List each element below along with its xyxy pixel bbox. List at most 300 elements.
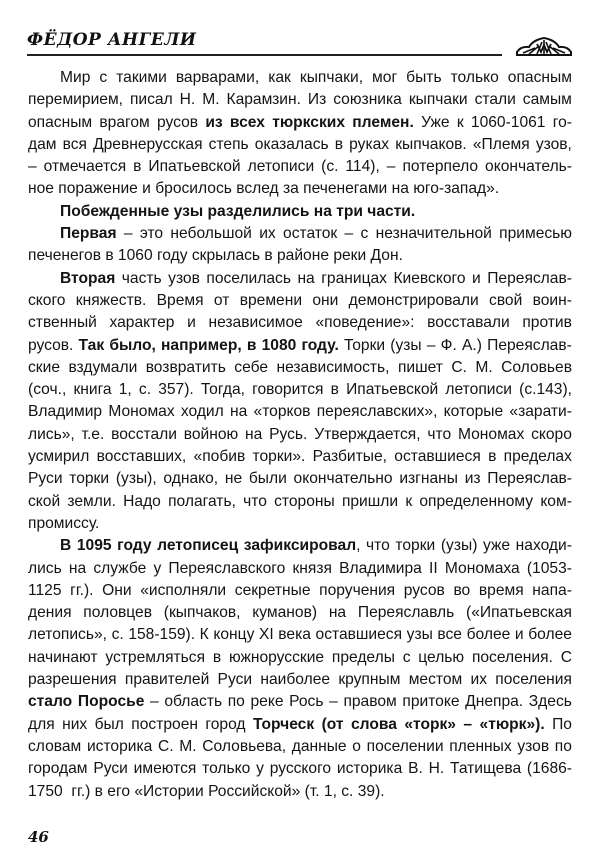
word: Руси [93,760,128,778]
word: крупным [338,671,401,689]
word: время [478,581,524,599]
word: Н. [428,760,445,778]
word: возвратить [145,358,226,376]
word: Мир [60,69,91,86]
bold-text: Побежденные узы разделились на три части. [60,202,416,220]
word: С. [158,737,174,755]
word: к [405,492,413,510]
word: с [360,225,369,243]
word: Утверждается, [314,425,421,443]
word: летописец [157,537,239,555]
word: Руси [28,470,63,488]
word: притоке [402,693,460,711]
word: пределах [503,448,572,466]
word: кыпчаков. [395,135,467,153]
word: с [402,648,411,666]
text-span: 1750 гг.) в его «Истории Российской» (т. 1, с. 39). [28,782,385,800]
word: у [256,760,264,778]
word: (от [321,715,344,733]
text-line [28,669,572,691]
word: Владимир [28,403,103,421]
word: «поведение»: [315,314,415,332]
word: их [259,225,276,243]
word: Карамзин. [226,91,301,109]
word: правом [343,693,397,711]
word: незначительной [375,225,492,243]
word: Переяславль [357,604,455,622]
word: князя [292,559,332,577]
word: из [205,113,223,131]
word: на [229,403,248,421]
decorative-fan-ornament-icon [515,36,573,56]
word: и [187,314,196,332]
text-line [28,357,572,379]
word: куманов) [252,604,318,622]
word: поселения. [471,648,553,666]
word: мог [372,69,398,86]
word: Н. [179,91,196,109]
word: начинают [28,648,98,666]
word: Они [102,581,132,599]
text-span: ное поражение и бросилось вслед за печенегами на юго-запад». [28,180,500,198]
text-line [28,647,572,669]
word: – [463,715,473,733]
word: (с. [321,158,339,176]
word: летописи [445,381,512,399]
word: руках [349,135,390,153]
word: зафиксировал, [243,537,361,555]
word: врагом [99,113,150,131]
word: них [62,715,88,733]
word: писал [129,91,173,109]
word: – [329,693,338,711]
word: определенному [419,492,534,510]
text-line [28,89,572,111]
word: только [450,69,499,86]
word: 158-159). [128,626,196,644]
word: оказалась [254,135,329,153]
text-line [28,335,572,357]
text-line [28,535,572,557]
word: Русь. [269,425,308,443]
text-line [28,580,572,602]
word: напа- [532,581,572,599]
word: (узы) [440,537,478,555]
word: Переяславского [168,559,286,577]
word: быть [406,69,442,86]
word: Руси [217,671,253,689]
text-line [28,758,572,780]
word: С [560,648,572,666]
word: как [268,69,291,86]
word: С. [451,358,467,376]
text-line [28,112,572,134]
word: Древнерусская [93,135,203,153]
word: что [243,492,267,510]
word: область [164,693,223,711]
word: тюркских [272,113,346,131]
text-line [28,424,572,446]
text-line [28,691,572,713]
word: из [464,470,481,488]
word: было, [109,336,156,354]
word: к [456,113,464,131]
word: с. [138,381,152,399]
word: Ф. [440,336,457,354]
word: свой [489,291,523,309]
word: В [60,537,72,555]
word: в [133,158,142,176]
word: «Племя [472,135,530,153]
text-line [28,223,572,245]
word: узов, [535,135,572,153]
paragraph [28,67,572,201]
word: узы [406,626,433,644]
word: усмирил [28,448,90,466]
word: в [334,135,344,153]
word: стороны [274,492,335,510]
word: Из [307,91,327,109]
page-header [27,30,573,60]
word: торки [69,470,110,488]
word: восставали [427,314,510,332]
word: войною [183,425,239,443]
text-line [28,201,572,223]
word: лись», [28,425,75,443]
text-line [28,379,572,401]
word: скоро [531,425,572,443]
word: племен. [352,113,414,131]
word: Торческ [252,715,315,733]
word: летописи [247,158,315,176]
word: По [552,715,572,733]
word: княжеств. [75,291,147,309]
word: земли. [67,492,116,510]
word: времени [239,291,303,309]
text-line [28,312,572,334]
word: устремляться [105,648,206,666]
word: на [68,559,87,577]
text-line [28,624,572,646]
word: Первая [60,225,117,243]
word: все [437,626,462,644]
word: ком- [540,492,572,510]
word: году [117,537,152,555]
word: русов [157,113,199,131]
word: пришли [341,492,399,510]
word: союзника [333,91,402,109]
word: более [466,626,511,644]
text-line [28,513,572,535]
word: Поросье [77,693,145,711]
word: 1125 [28,581,62,599]
word: Рось [289,693,324,711]
text-line [28,401,572,423]
word: был [94,715,124,733]
word: более [528,626,572,644]
word: 1060-1061 [470,113,546,131]
word: поручения [319,581,396,599]
word: восстали [111,425,177,443]
word: Время [156,291,204,309]
word: ской [28,492,61,510]
word: 114), [345,158,380,176]
word: они [312,291,339,309]
text-span: печенегов в 1060 году скрылась в районе реки Дон. [28,247,403,265]
word: Разбитые, [312,448,387,466]
word: Ипатьевской [148,158,241,176]
word: узов [168,269,200,287]
word: службе [93,559,147,577]
word: Вторая [60,269,116,287]
word: и [514,626,524,644]
word: правителей [124,671,210,689]
word: – [344,225,354,243]
word: против [522,314,572,332]
word: однако, [163,470,219,488]
word: построен [131,715,198,733]
word: Соловьева, [202,737,287,755]
word: с [99,69,108,86]
word: варварами, [175,69,260,86]
word: потерпело [402,158,479,176]
word: такими [116,69,167,86]
paragraph [28,268,572,536]
word: гг.). [70,581,94,599]
word: 1095 [76,537,112,555]
text-line [28,468,572,490]
word: изгнаны [399,470,458,488]
word: «зарати- [509,403,572,421]
word: Мономаха [444,559,520,577]
word: М. [202,91,220,109]
word: окончательно [293,470,393,488]
word: что [427,425,452,443]
text-line [28,268,572,290]
word: словам [28,737,82,755]
word: южнорусские [228,648,325,666]
word: на [245,425,263,443]
word: Владимира [339,559,422,577]
word: наиболее [260,671,331,689]
running-title: ФЁДОР АНГЕЛИ [27,30,197,50]
word: от [213,291,230,309]
word: о [352,737,361,755]
word: Переяслав- [487,470,572,488]
word: поселении [366,737,444,755]
word: данные [291,737,347,755]
word: русского [269,760,332,778]
word: Переяслав- [487,269,572,287]
word: это [139,225,164,243]
text-line [28,602,572,624]
word: оставшиеся [315,626,403,644]
word: разрешения [28,671,117,689]
word: говорится [252,381,324,399]
word: город [205,715,246,733]
word: ходил [180,403,224,421]
word: 357). [158,381,194,399]
word: примесью [499,225,572,243]
text-line [28,446,572,468]
word: го- [552,113,572,131]
text-line [28,781,572,803]
word: 1080 [261,336,297,354]
text-span: промиссу. [28,514,100,532]
page-number: 46 [28,828,49,846]
word: концу [213,626,255,644]
word: не [224,470,243,488]
word: – [123,225,133,243]
word: с. [111,626,124,644]
text-line [28,290,572,312]
word: себе [234,358,269,376]
word: воин- [532,291,572,309]
word: местом [408,671,463,689]
word: поселилась [206,269,291,287]
word: вздумали [68,358,138,376]
word: году. [301,336,339,354]
text-line [28,245,572,267]
word: кыпчаки [408,91,468,109]
word: историка [336,760,403,778]
word: Татищева [450,760,522,778]
word: Соловьев [501,358,572,376]
word: (узы [390,336,422,354]
word: века [278,626,311,644]
text-line [28,491,572,513]
word: восставших, [96,448,187,466]
word: – [386,158,396,176]
word: отмечается [43,158,127,176]
paragraph [28,535,572,803]
word: пределы [331,648,395,666]
word: у [153,559,162,577]
word: что [366,537,390,555]
word: («Ипатьевская [466,604,572,622]
word: всех [229,113,265,131]
word: – [150,693,159,711]
word: книга [73,381,112,399]
word: переяславских», [316,403,438,421]
text-line [28,156,572,178]
word: узов [517,737,550,755]
word: (с.143), [519,381,572,399]
word: для [28,715,55,733]
body-text [28,67,572,803]
word: в [246,336,257,354]
word: Днепра. [465,693,524,711]
word: в [330,381,339,399]
word: имеются [133,760,197,778]
word: Торки [343,336,386,354]
word: которые [443,403,504,421]
word: Надо [123,492,161,510]
word: Киевского [393,269,466,287]
word: только [202,760,251,778]
word: – [28,158,37,176]
paragraph [28,201,572,223]
word: историка [86,737,153,755]
word: оставшиеся [394,448,481,466]
word: и [472,269,481,287]
word: по [227,693,245,711]
word: А.) [462,336,482,354]
text-line [28,714,572,736]
paragraph [28,223,572,268]
word: на [297,269,315,287]
word: М. [475,358,493,376]
word: целью [418,648,465,666]
word: ственный [28,314,97,332]
word: по [554,737,572,755]
word: пишет [397,358,443,376]
word: перемирием, [28,91,124,109]
word: (кыпчаков, [163,604,241,622]
word: «торков [253,403,311,421]
word: торки [395,537,436,555]
word: в [212,648,222,666]
word: II [429,559,438,577]
word: Тогда, [200,381,245,399]
word: «тюрк»). [479,715,545,733]
word: Здесь [528,693,572,711]
text-line [28,736,572,758]
word: уже [483,537,511,555]
word: «исполняли [140,581,227,599]
word: секретные [234,581,311,599]
word: В. [408,760,423,778]
word: слова [350,715,397,733]
word: окончатель- [485,158,572,176]
word: пленных [449,737,512,755]
word: 1, [118,381,132,399]
word: стали [474,91,516,109]
word: (узы), [115,470,157,488]
word: поселения [495,671,572,689]
word: М. [179,737,197,755]
text-line [28,67,572,89]
word: Ипатьевской [346,381,439,399]
word: половцев [83,604,153,622]
word: торки». [252,448,306,466]
word: Мономах [457,425,525,443]
word: ские [28,358,61,376]
word: XI [258,626,274,644]
word: находи- [515,537,572,555]
word: часть [121,269,162,287]
word: «побив [193,448,246,466]
word: т.е. [81,425,105,443]
word: стало [28,693,73,711]
word: на [328,604,347,622]
word: дам [28,135,57,153]
word: полагать, [168,492,236,510]
word: характер [109,314,175,332]
word: опасным [28,113,93,131]
word: в [488,448,497,466]
word: во [453,581,471,599]
word: независимость, [276,358,390,376]
word: К [199,626,209,644]
word: границах [321,269,387,287]
word: самым [522,91,572,109]
word: реке [250,693,284,711]
word: опасным [507,69,572,86]
header-rule [27,54,502,56]
word: например, [161,336,242,354]
word: кыпчаки, [299,69,364,86]
